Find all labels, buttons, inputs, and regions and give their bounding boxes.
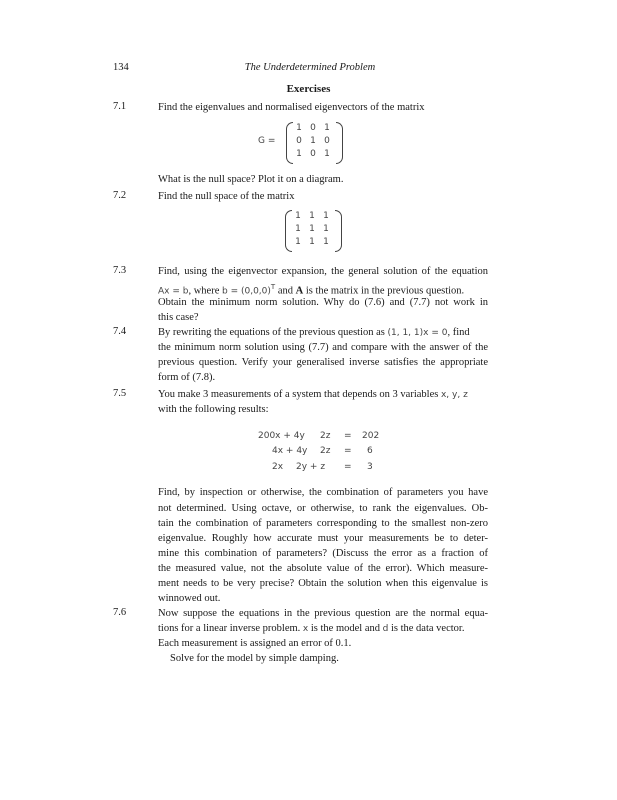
exercise-7-1-line: Find the eigenvalues and normalised eigenvectors of the matrix xyxy=(158,102,425,113)
exercise-7-1-line: What is the null space? Plot it on a diagram. xyxy=(158,174,344,185)
section-title: Exercises xyxy=(286,83,331,95)
exercise-7-4-line: previous question. Verify your generalised inverse satisfies the appropriate xyxy=(158,357,488,368)
matrix-row: 1 1 1 xyxy=(295,224,329,234)
exercise-7-5-paragraph-line: winnowed out. xyxy=(158,593,221,604)
exercise-7-5-paragraph-line: tain the combination of parameters corresponding to the smallest non-zero xyxy=(158,518,488,529)
exercise-7-6-line: tions for a linear inverse problem. x is the model and d is the data vector. xyxy=(158,623,465,634)
exercise-7-3-line: Find, using the eigenvector expansion, the general solution of the equation xyxy=(158,266,488,277)
exercise-7-5-paragraph-line: not determined. Using octave, or otherwise, to rank the eigenvalues. Ob- xyxy=(158,503,488,514)
exercise-7-5-paragraph-line: the measured value, not the absolute value of the error). Which measure- xyxy=(158,563,488,574)
data-vector-d: d xyxy=(382,624,389,634)
exercise-7-3-line: Obtain the minimum norm solution. Why do (7.6) and (7.7) not work in xyxy=(158,297,488,308)
exercise-7-6-line: Now suppose the equations in the previous question are the normal equa- xyxy=(158,608,488,619)
equation-row: 2x 2y + z = 3 xyxy=(272,462,373,472)
page-header xyxy=(113,62,507,76)
exercise-7-4-line: By rewriting the equations of the previous question as (1, 1, 1)x = 0, find xyxy=(158,327,470,338)
matrix-g-label: G = xyxy=(258,136,276,146)
exercise-7-5-paragraph-line: Find, by inspection or otherwise, the combination of parameters you have xyxy=(158,487,488,498)
vector-b: b = (0,0,0) xyxy=(222,286,271,297)
matrix-row: 1 0 1 xyxy=(296,149,330,159)
matrix-row: 0 1 0 xyxy=(296,136,330,146)
exercise-7-4-line: the minimum norm solution using (7.7) and compare with the answer of the xyxy=(158,342,488,353)
exercise-7-6-line: Solve for the model by simple damping. xyxy=(170,653,339,664)
matrix-row: 1 0 1 xyxy=(296,123,330,133)
exercise-number-7-3: 7.3 xyxy=(113,265,127,276)
exercise-7-5-paragraph-line: mine this combination of parameters? (Discuss the error as a fraction of xyxy=(158,548,488,559)
exercise-7-3-line: this case? xyxy=(158,312,199,323)
exercise-number-7-4: 7.4 xyxy=(113,326,127,337)
running-title: The Underdetermined Problem xyxy=(244,62,376,73)
exercise-7-6-line: Each measurement is assigned an error of 0.1. xyxy=(158,638,352,649)
matrix-row: 1 1 1 xyxy=(295,211,329,221)
equation-ax-b: Ax = b xyxy=(158,286,189,297)
exercise-7-4-line: form of (7.8). xyxy=(158,372,216,383)
matrix-row: 1 1 1 xyxy=(295,237,329,247)
exercise-number-7-5: 7.5 xyxy=(113,388,127,399)
equation-row: 4x + 4y 2z = 6 xyxy=(272,446,373,456)
page-number: 134 xyxy=(113,62,129,73)
model-vector-x: x xyxy=(302,624,309,634)
exercise-7-5-line: with the following results: xyxy=(158,404,269,415)
exercise-7-2-line: Find the null space of the matrix xyxy=(158,191,295,202)
exercise-7-5-paragraph-line: ment needs to be very precise? Obtain the solution when this eigenvalue is xyxy=(158,578,488,589)
exercise-number-7-6: 7.6 xyxy=(113,607,127,618)
exercise-number-7-2: 7.2 xyxy=(113,190,127,201)
exercise-number-7-1: 7.1 xyxy=(113,101,127,112)
equation-row-vector: (1, 1, 1)x = 0 xyxy=(387,328,448,338)
matrix-right-bracket xyxy=(335,210,342,252)
matrix-g xyxy=(258,122,378,164)
exercise-7-5-line: You make 3 measurements of a system that depends on 3 variables x, y, z xyxy=(158,389,468,400)
variables-xyz: x, y, z xyxy=(440,390,468,400)
equation-row: 200x + 4y 2z = 202 xyxy=(258,431,380,441)
exercise-7-3-line: Ax = b, where $b = (0,0,0)^T$ and A is the matrix in the previous question. xyxy=(158,283,465,297)
exercise-7-5-paragraph-line: eigenvalue. Roughly how accurate must your measurements be to deter- xyxy=(158,533,488,544)
matrix-right-bracket xyxy=(336,122,343,164)
matrix-ones xyxy=(285,210,355,252)
